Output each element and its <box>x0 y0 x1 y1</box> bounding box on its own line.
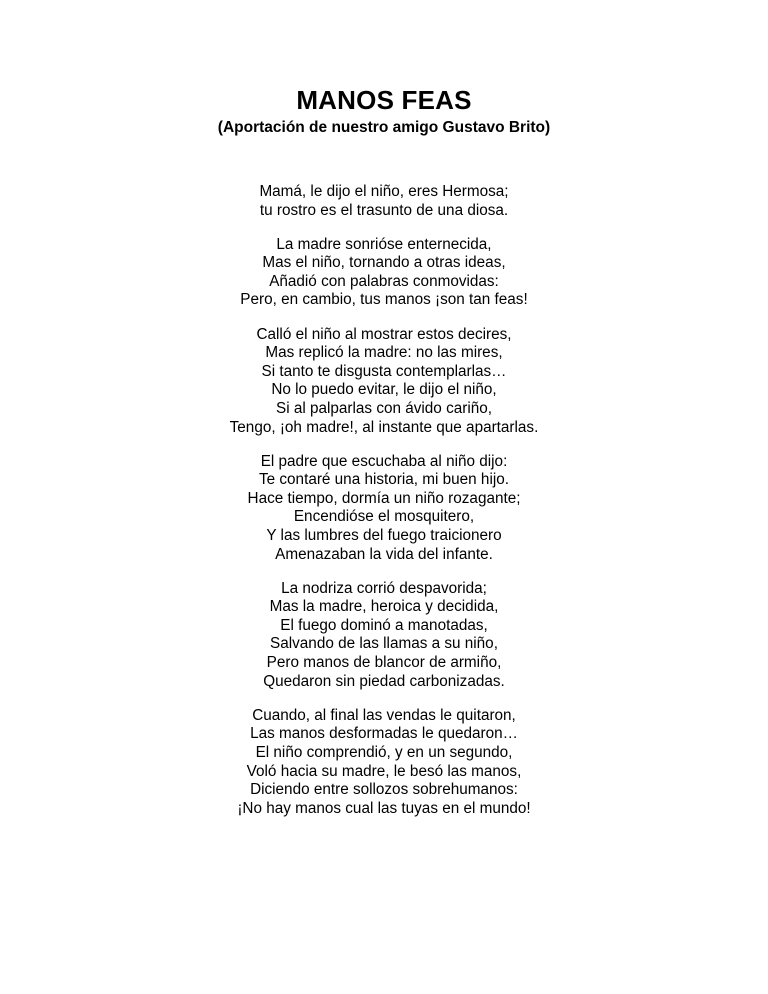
poem-line: Cuando, al final las vendas le quitaron, <box>252 706 516 724</box>
poem-line: Amenazaban la vida del infante. <box>275 545 493 563</box>
poem-line: tu rostro es el trasunto de una diosa. <box>259 201 509 219</box>
poem-line: Quedaron sin piedad carbonizadas. <box>263 672 505 690</box>
poem-line: Voló hacia su madre, le besó las manos, <box>246 762 522 780</box>
poem-line: Te contaré una historia, mi buen hijo. <box>259 471 509 489</box>
poem-line: El fuego dominó a manotadas, <box>280 616 488 634</box>
poem-line: Mamá, le dijo el niño, eres Hermosa; <box>259 183 509 200</box>
poem-title: MANOS FEAS <box>296 85 472 115</box>
poem-line: Encendióse el mosquitero, <box>293 508 475 526</box>
poem-body <box>0 183 768 834</box>
poem-line: Y las lumbres del fuego traicionero <box>266 527 502 544</box>
poem-line: El padre que escuchaba al niño dijo: <box>260 452 508 470</box>
poem-line: Pero manos de blancor de armiño, <box>266 654 502 672</box>
poem-line: Las manos desformadas le quedaron… <box>250 725 518 743</box>
poem-line: Hace tiempo, dormía un niño rozagante; <box>247 489 521 507</box>
poem-line: Diciendo entre sollozos sobrehumanos: <box>250 781 518 799</box>
poem-line: Mas la madre, heroica y decidida, <box>269 598 499 616</box>
stanza-1 <box>0 183 768 220</box>
poem-line: Calló el niño al mostrar estos decires, <box>256 325 512 343</box>
poem-subtitle: (Aportación de nuestro amigo Gustavo Brito) <box>217 119 551 136</box>
poem-line: El niño comprendió, y en un segundo, <box>255 743 513 761</box>
poem-line: Añadió con palabras conmovidas: <box>269 272 499 290</box>
stanza-6 <box>0 707 768 819</box>
poem-line: Mas replicó la madre: no las mires, <box>265 344 503 362</box>
poem-line: La madre sonrióse enternecida, <box>276 235 492 253</box>
poem-line: ¡No hay manos cual las tuyas en el mundo! <box>237 799 531 817</box>
stanza-5 <box>0 580 768 692</box>
poem-line: Tengo, ¡oh madre!, al instante que apartarlas. <box>229 418 539 436</box>
poem-line: Si tanto te disgusta contemplarlas… <box>261 362 507 380</box>
poem-line: Salvando de las llamas a su niño, <box>270 635 498 653</box>
stanza-3 <box>0 326 768 438</box>
poem-line: Si al palparlas con ávido cariño, <box>276 399 492 417</box>
stanza-2 <box>0 236 768 310</box>
poem-line: No lo puedo evitar, le dijo el niño, <box>271 381 497 399</box>
stanza-4 <box>0 453 768 565</box>
poem-line: La nodriza corrió despavorida; <box>281 579 487 597</box>
poem-line: Mas el niño, tornando a otras ideas, <box>262 254 506 272</box>
poem-line: Pero, en cambio, tus manos ¡son tan feas! <box>240 291 528 309</box>
